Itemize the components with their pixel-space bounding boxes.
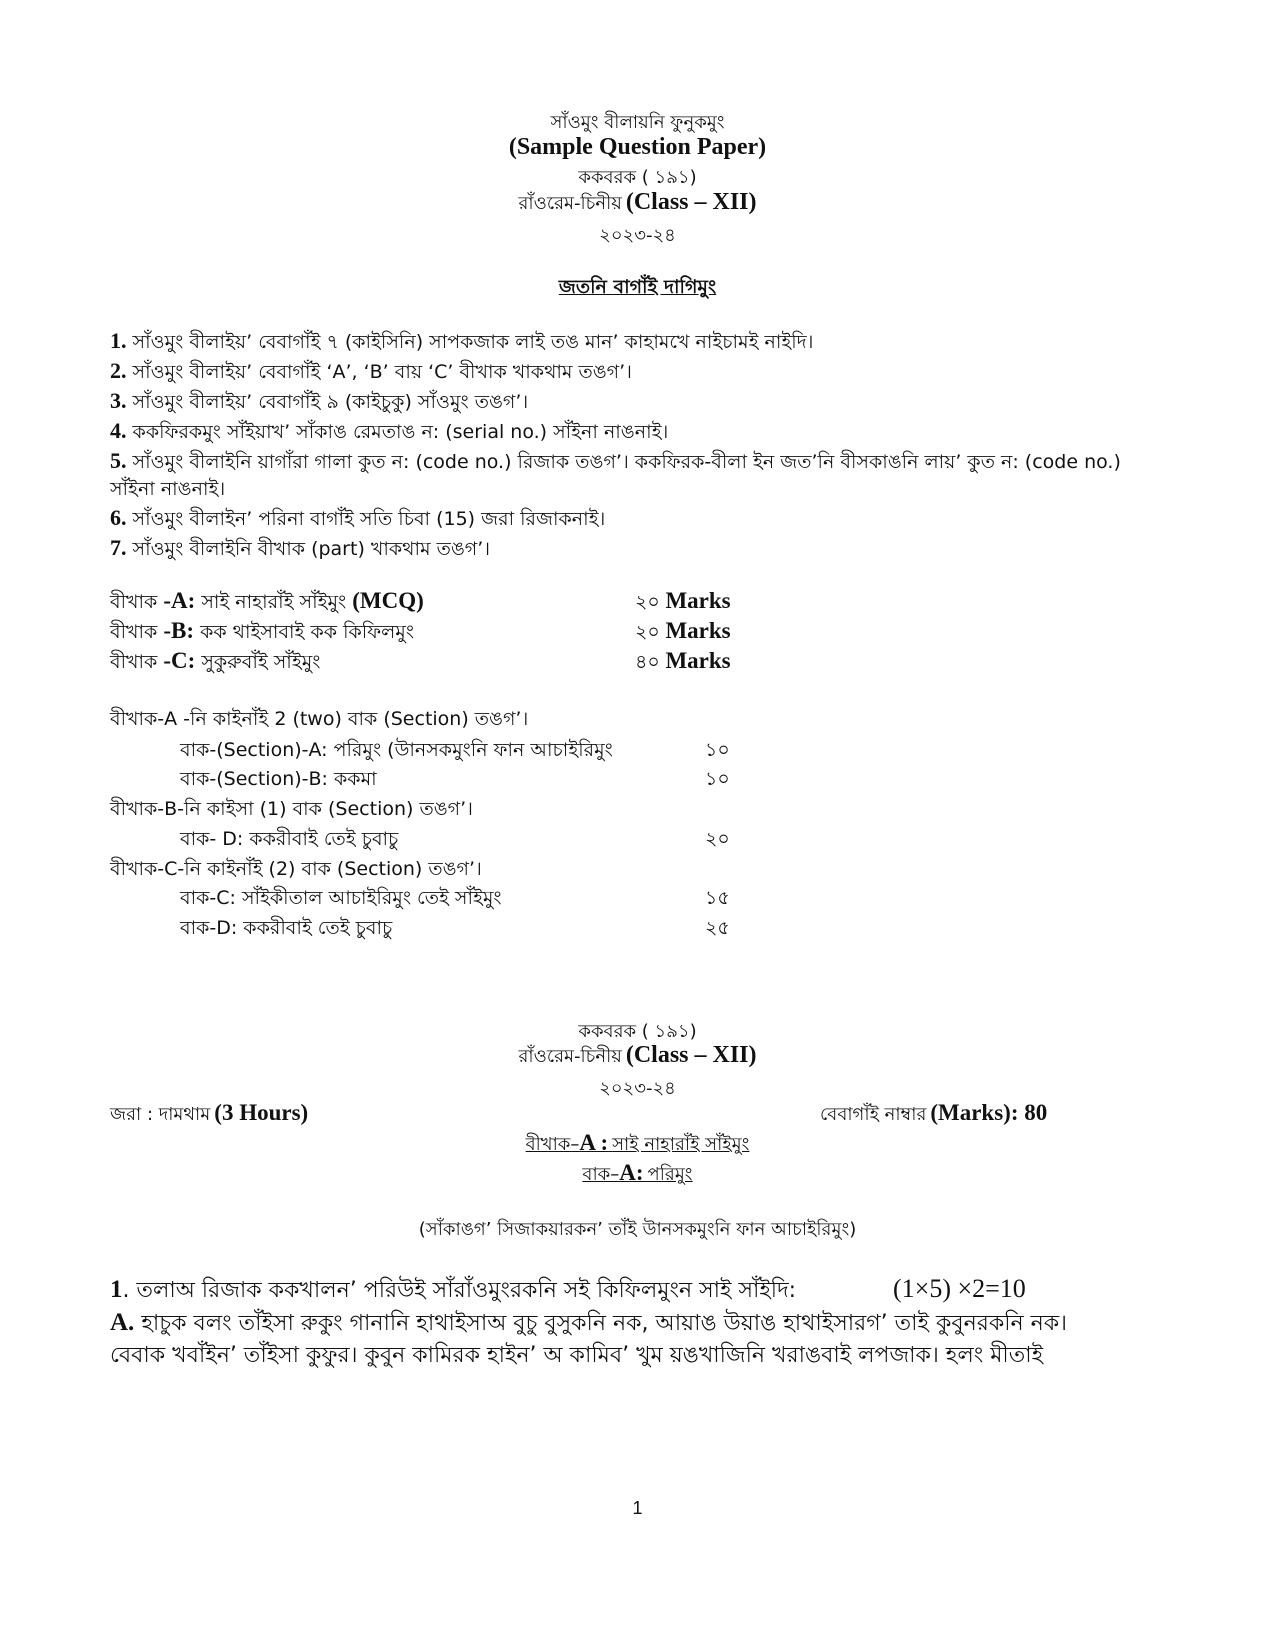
part-a-note: (সাঁকাঙগ’ সিজাকয়ারকন’ তাঁই উানসকমুংনি ফান আচাইরিমুং) <box>418 1219 857 1240</box>
instruction-item: 5. সাঁওমুং বীলাইনি য়াগাঁরা গালা কুত ন: (code no.) রিজাক তঙগ’। ককফিরক-বীলা ইন জত’নি বীসকাঙনি লায়’ কুত ন: (code no.) <box>110 448 1121 473</box>
instruction-item: 2. সাঁওমুং বীলাইয়’ বেবাগাঁই ‘A’, ‘B’ বায় ‘C’ বীখাক খাকথাম তঙগ’। <box>110 358 632 383</box>
section-line: বাক-C: সাঁইকীতাল আচাইরিমুং তেই সাঁইমুং <box>180 887 502 909</box>
question-1-passage-line: বেবাক খবাঁইন’ তাঁইসা কুফুর। কুবুন কামিরক হাইন’ অ কামিব’ খুম য়ঙখাজিনি খরাঙবাই লপজাক। হলং মীতাই <box>110 1343 1044 1368</box>
part-row-b: বীখাক -B: কক থাইসাবাই কক কিফিলমুং <box>110 618 415 643</box>
part-c-marks: ৪০ Marks <box>635 648 731 673</box>
class-bn: রাঁওরেম-চিনীয় <box>518 193 622 214</box>
question-1-marks: (1×5) ×2=10 <box>893 1274 1026 1303</box>
section-marks: ২৫ <box>705 917 730 939</box>
part-b-marks: ২০ Marks <box>635 618 731 643</box>
section-line: বাক-(Section)-B: ককমা <box>180 768 377 790</box>
instruction-item: 3. সাঁওমুং বীলাইয়’ বেবাগাঁই ৯ (কাইচুকু) সাঁওমুং তঙগ’। <box>110 388 529 413</box>
instruction-item: 4. ককফিরকমুং সাঁইয়াখ’ সাঁকাঙ রেমতাঙ ন: (serial no.) সাঁইনা নাঙনাই। <box>110 418 669 443</box>
section-line: বাক-D: ককরীবাই তেই চুবাচু <box>180 917 393 939</box>
instruction-item: 6. সাঁওমুং বীলাইন’ পরিনা বাগাঁই সতি চিবা (15) জরা রিজাকনাই। <box>110 505 606 530</box>
class-en: (Class – XII) <box>625 189 757 215</box>
part-row-a: বীখাক -A: সাই নাহারাঁই সাঁইমুং (MCQ) <box>110 588 424 613</box>
class-line <box>0 189 1275 220</box>
subject-code: ককবরক ( ১৯১) <box>578 167 697 188</box>
section-marks: ১০ <box>705 768 730 790</box>
question-1-passage-line: A. হাচুক বলং তাঁইসা রুকুং গানানি হাথাইসাঅ বুচু বুসুকনি নক, আয়াঙ উয়াঙ হাথাইসারগ’ তাই কুবুনরকনি নক। <box>110 1309 1068 1336</box>
section-line: বীখাক-A -নি কাইনাঁই 2 (two) বাক (Section) তঙগ’। <box>110 708 529 730</box>
question-1-prompt: 1. তলাঅ রিজাক ককখালন’ পরিউই সাঁরাঁওমুংরকনি সই কিফিলমুংন সাই সাঁইদি: <box>110 1276 797 1303</box>
section-a-heading: বাক–A: পরিমুং <box>582 1160 693 1185</box>
paper-class-line: রাঁওরেম-চিনীয় (Class – XII) <box>518 1042 757 1068</box>
part-a-marks: ২০ Marks <box>635 588 731 613</box>
section-marks: ১০ <box>705 739 730 761</box>
page-number: 1 <box>632 1498 643 1518</box>
section-marks: ২০ <box>705 828 730 850</box>
instruction-item: 1. সাঁওমুং বীলাইয়’ বেবাগাঁই ৭ (কাইসিনি) সাপকজাক লাই তঙ মান’ কাহামখে নাইচামই নাইদি। <box>110 328 814 353</box>
paper-title-en: (Sample Question Paper) <box>508 134 767 160</box>
section-line: বাক- D: ককরীবাই তেই চুবাচু <box>180 828 399 850</box>
section-marks: ১৫ <box>705 887 730 909</box>
part-a-heading: বীখাক–A : সাই নাহারাঁই সাঁইমুং <box>525 1130 750 1155</box>
instruction-item: 7. সাঁওমুং বীলাইনি বীখাক (part) খাকথাম তঙগ’। <box>110 535 491 560</box>
session-year: ২০২৩-২৪ <box>599 225 676 246</box>
paper-year: ২০২৩-২৪ <box>599 1078 676 1099</box>
time-allowed: জরা : দামথাম (3 Hours) <box>110 1100 309 1125</box>
instruction-item-continued: সাঁইনা নাঙনাই। <box>110 478 226 500</box>
total-marks: বেবাগাঁই নাম্বার (Marks): 80 <box>820 1100 1048 1125</box>
section-line: বীখাক-C-নি কাইনাঁই (2) বাক (Section) তঙগ’। <box>110 858 482 880</box>
paper-subject: ককবরক ( ১৯১) <box>578 1021 697 1042</box>
part-row-c: বীখাক -C: সুকুরুবাঁই সাঁইমুং <box>110 648 321 673</box>
paper-title-bn: সাঁওমুং বীলায়নি ফুনুকমুং <box>550 112 725 133</box>
section-line: বাক-(Section)-A: পরিমুং (উানসকমুংনি ফান আচাইরিমুং <box>180 739 613 761</box>
section-line: বীখাক-B-নি কাইসা (1) বাক (Section) তঙগ’। <box>110 798 473 820</box>
instructions-heading: জতনি বাগাঁই দাগিমুং <box>558 276 717 298</box>
